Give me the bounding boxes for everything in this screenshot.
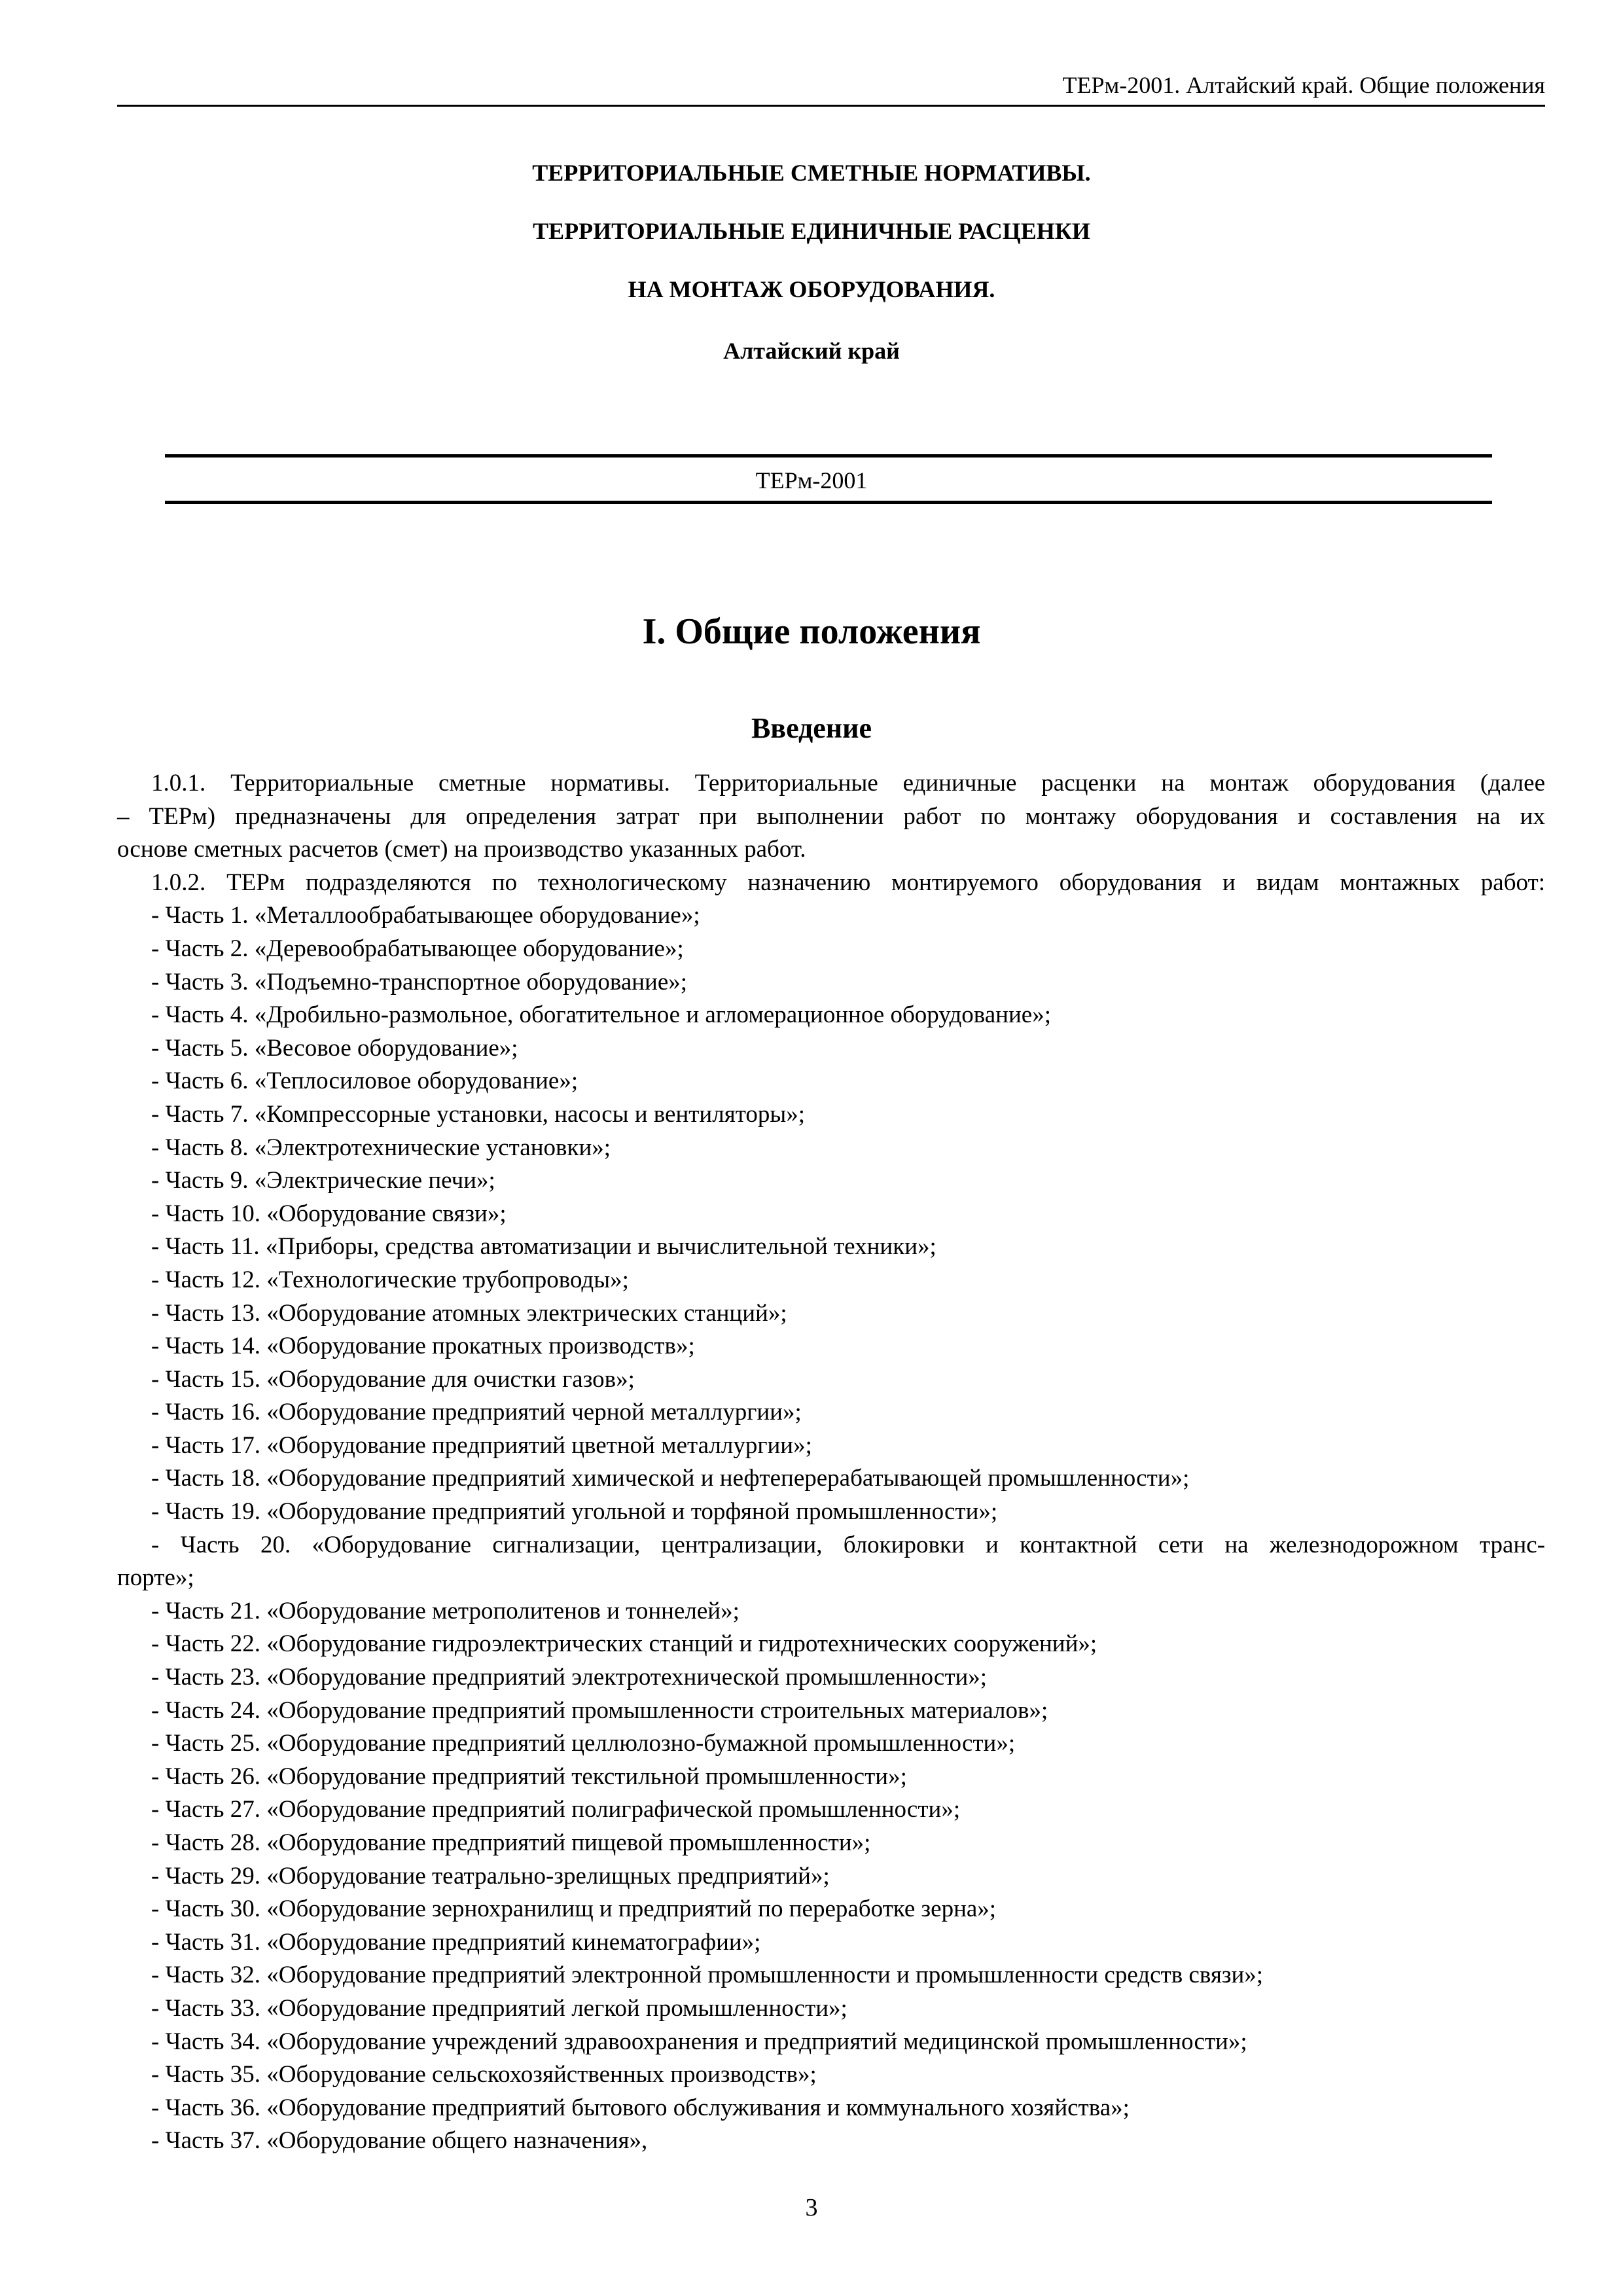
- section-heading: I. Общие положения: [642, 611, 981, 652]
- document-body: [117, 767, 1545, 2158]
- list-item: - Часть 25. «Оборудование предприятий целлюлозно-бумажной промышленности»;: [151, 1730, 1016, 1757]
- list-item: - Часть 5. «Весовое оборудование»;: [151, 1034, 518, 1062]
- list-item-continuation: порте»;: [117, 1564, 194, 1592]
- list-item: - Часть 14. «Оборудование прокатных производств»;: [151, 1333, 695, 1360]
- parts-list: [117, 899, 1545, 1528]
- running-header: ТЕРм-2001. Алтайский край. Общие положения: [1062, 72, 1545, 98]
- paragraph-1-line: основе сметных расчетов (смет) на производство указанных работ.: [117, 836, 806, 863]
- list-item: - Часть 28. «Оборудование предприятий пищевой промышленности»;: [151, 1829, 871, 1856]
- list-item: - Часть 11. «Приборы, средства автоматизации и вычислительной техники»;: [151, 1233, 936, 1261]
- list-item: - Часть 2. «Деревообрабатывающее оборудование»;: [151, 935, 684, 962]
- list-item: - Часть 37. «Оборудование общего назначения»,: [151, 2127, 648, 2155]
- list-item: - Часть 1. «Металлообрабатывающее оборудование»;: [151, 902, 700, 929]
- title-line-1: ТЕРРИТОРИАЛЬНЫЕ СМЕТНЫЕ НОРМАТИВЫ.: [532, 160, 1091, 186]
- paragraph-2: 1.0.2. ТЕРм подразделяются по технологическому назначению монтируемого оборудования и видам монтажных работ:: [151, 869, 1545, 896]
- list-item: - Часть 31. «Оборудование предприятий кинематографии»;: [151, 1928, 761, 1956]
- list-item: - Часть 32. «Оборудование предприятий электронной промышленности и промышленности средств связи»;: [151, 1962, 1264, 1989]
- list-item: - Часть 10. «Оборудование связи»;: [151, 1200, 507, 1227]
- list-item: - Часть 16. «Оборудование предприятий черной металлургии»;: [151, 1399, 802, 1426]
- list-item: - Часть 12. «Технологические трубопроводы»;: [151, 1266, 629, 1293]
- list-item: - Часть 7. «Компрессорные установки, насосы и вентиляторы»;: [151, 1100, 806, 1128]
- title-line-2: ТЕРРИТОРИАЛЬНЫЕ ЕДИНИЧНЫЕ РАСЦЕНКИ: [533, 218, 1090, 244]
- list-item: - Часть 21. «Оборудование метрополитенов и тоннелей»;: [151, 1597, 740, 1624]
- list-item: - Часть 22. «Оборудование гидроэлектрических станций и гидротехнических сооружений»;: [151, 1630, 1097, 1658]
- list-item: - Часть 30. «Оборудование зернохранилищ и предприятий по переработке зерна»;: [151, 1895, 997, 1923]
- paragraph-1-line: – ТЕРм) предназначены для определения затрат при выполнении работ по монтажу оборудования и составления на их: [117, 802, 1545, 830]
- parts-list-continued: [117, 1595, 1545, 2158]
- page-number: 3: [805, 2194, 818, 2221]
- list-item: - Часть 9. «Электрические печи»;: [151, 1167, 495, 1194]
- list-item: - Часть 8. «Электротехнические установки»;: [151, 1134, 611, 1161]
- header-divider: [117, 105, 1545, 107]
- list-item: - Часть 27. «Оборудование предприятий полиграфической промышленности»;: [151, 1796, 961, 1823]
- list-item: - Часть 29. «Оборудование театрально-зрелищных предприятий»;: [151, 1862, 830, 1890]
- divider-bottom: [165, 501, 1492, 504]
- list-item: - Часть 26. «Оборудование предприятий текстильной промышленности»;: [151, 1763, 907, 1790]
- title-line-3: НА МОНТАЖ ОБОРУДОВАНИЯ.: [628, 276, 995, 302]
- list-item: - Часть 34. «Оборудование учреждений здравоохранения и предприятий медицинской промышленности»;: [151, 2028, 1247, 2055]
- list-item: - Часть 18. «Оборудование предприятий химической и нефтеперерабатывающей промышленности»;: [151, 1465, 1190, 1492]
- list-item: - Часть 20. «Оборудование сигнализации, централизации, блокировки и контактной сети на железнодорожном транс-: [151, 1531, 1545, 1558]
- title-region: Алтайский край: [723, 338, 900, 364]
- list-item: - Часть 24. «Оборудование предприятий промышленности строительных материалов»;: [151, 1696, 1048, 1724]
- list-item: - Часть 4. «Дробильно-размольное, обогатительное и агломерационное оборудование»;: [151, 1001, 1051, 1029]
- list-item: - Часть 19. «Оборудование предприятий угольной и торфяной промышленности»;: [151, 1498, 998, 1526]
- list-item: - Часть 33. «Оборудование предприятий легкой промышленности»;: [151, 1994, 847, 2022]
- divider-top: [165, 454, 1492, 457]
- list-item: - Часть 6. «Теплосиловое оборудование»;: [151, 1067, 579, 1095]
- subsection-heading: Введение: [751, 712, 872, 744]
- list-item: - Часть 15. «Оборудование для очистки газов»;: [151, 1365, 635, 1393]
- list-item: - Часть 3. «Подъемно-транспортное оборудование»;: [151, 968, 688, 996]
- list-item: - Часть 36. «Оборудование предприятий бытового обслуживания и коммунального хозяйства»;: [151, 2094, 1130, 2121]
- list-item: - Часть 23. «Оборудование предприятий электротехнической промышленности»;: [151, 1664, 988, 1691]
- document-code: ТЕРм-2001: [755, 467, 868, 493]
- list-item: - Часть 35. «Оборудование сельскохозяйственных производств»;: [151, 2061, 817, 2089]
- list-item: - Часть 13. «Оборудование атомных электрических станций»;: [151, 1299, 787, 1327]
- list-item: - Часть 17. «Оборудование предприятий цветной металлургии»;: [151, 1431, 812, 1459]
- paragraph-1-line: 1.0.1. Территориальные сметные нормативы. Территориальные единичные расценки на монтаж оборудования (далее: [151, 770, 1545, 797]
